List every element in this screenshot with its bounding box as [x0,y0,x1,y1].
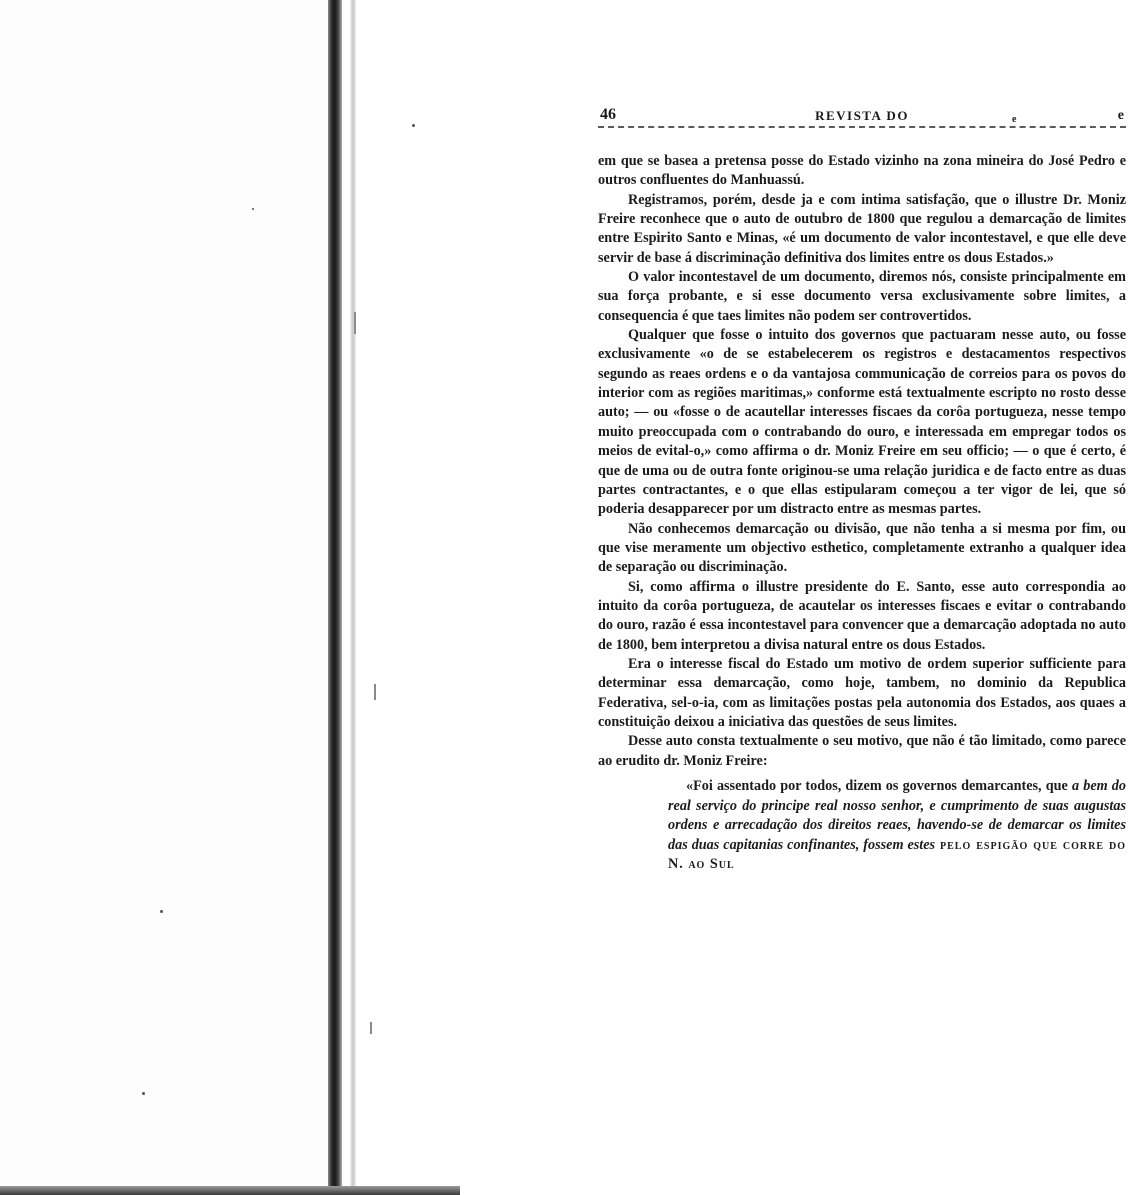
paragraph: O valor incontestavel de um documento, diremos nós, consiste principalmente em sua força probante, e si esse documento versa exclusivamente sobre limites, a consequencia é que taes limites não podem ser controvertidos. [598,269,1126,324]
paragraph: Si, como affirma o illustre presidente do E. Santo, esse auto correspondia ao intuito da corôa portugueza, de acautelar os interesses fiscaes e evitar o contrabando do ouro, razão é essa incontestavel para convencer que a demarcação adoptada no auto de 1800, bem interpretou a divisa natural entre os dous Estados. [598,578,1126,653]
page-number: 46 [600,106,616,123]
book-spine-shadow [328,0,342,1195]
article-body [598,152,1126,771]
scan-speck [160,910,163,913]
printed-page [598,104,1126,875]
paragraph: Era o interesse fiscal do Estado um motivo de ordem superior sufficiente para determinar essa demarcação, como hoje, tambem, no dominio da Republica Federativa, sel-o-ia, com as limitações postas pela autonomia dos Estados, aos quaes a constituição deixou a iniciativa das questões de seus limites. [598,655,1126,730]
quote-smallcaps: pelo espigão que corre do N. ao Sul [668,836,1126,872]
running-header [598,104,1126,128]
paragraph: Desse auto consta textualmente o seu motivo, que não é tão limitado, como parece ao erudito dr. Moniz Freire: [598,733,1126,769]
running-title: REVISTA DO [815,108,909,123]
paragraph: Registramos, porém, desde ja e com intima satisfação, que o illustre Dr. Moniz Freire reconhece que o auto de outubro de 1800 que regulou a demarcação de limites entre Espirito Santo e Minas, «é um documento de valor incontestavel, e que elle deve servir de base á discriminação definitiva dos limites entre os dous Estados.» [598,191,1126,266]
scan-mark [370,1022,372,1034]
scan-speck [252,208,254,210]
paragraph: Qualquer que fosse o intuito dos governos que pactuaram nesse auto, ou fosse exclusivamente «o de se estabelecerem os registros e destacamentos respectivos segundo as reaes ordens e o da vantajosa communicação de correios para os povos do interior com as regiões maritimas,» conforme está textualmente escripto no rosto desse auto; — ou «fosse o de acautellar interesses fiscaes da corôa portugueza, nesse tempo muito preoccupada com o contrabando do ouro, e interessada em empregar todos os meios de evital-o,» como affirma o dr. Moniz Freire em seu officio; — o que é certo, é que de uma ou de outra fonte originou-se uma relação juridica e de facto entre as duas partes contractantes, e o que ellas estipularam começou a ter vigor de lei, que só poderia desapparecer por um distracto entre as mesmas partes. [598,327,1126,518]
scan-mark [354,312,356,334]
scan-speck [412,124,415,127]
header-mark: e [1012,114,1017,125]
header-mark: e [1117,108,1124,123]
block-quote [668,777,1126,875]
bottom-edge-shadow [0,1186,460,1195]
quote-italic: a bem do real serviço do principe real nosso senhor, e cumprimento de suas augustas ordens e arrecadação dos direitos reaes, havendo-se de demarcar os limites das duas capitanias confinantes, fossem estes [668,778,1126,853]
scan-mark [374,684,376,700]
page-gutter [350,0,356,1195]
paragraph: em que se basea a pretensa posse do Estado vizinho na zona mineira do José Pedro e outros confluentes do Manhuassú. [598,153,1126,189]
quote-lead: «Foi assentado por todos, dizem os governos demarcantes, que [686,778,1072,794]
scan-speck [142,1092,145,1095]
left-blank-page [0,0,340,1195]
paragraph: Não conhecemos demarcação ou divisão, que não tenha a si mesma por fim, ou que vise meramente um objectivo esthetico, completamente extranho a qualquer idea de separação ou discriminação. [598,520,1126,576]
